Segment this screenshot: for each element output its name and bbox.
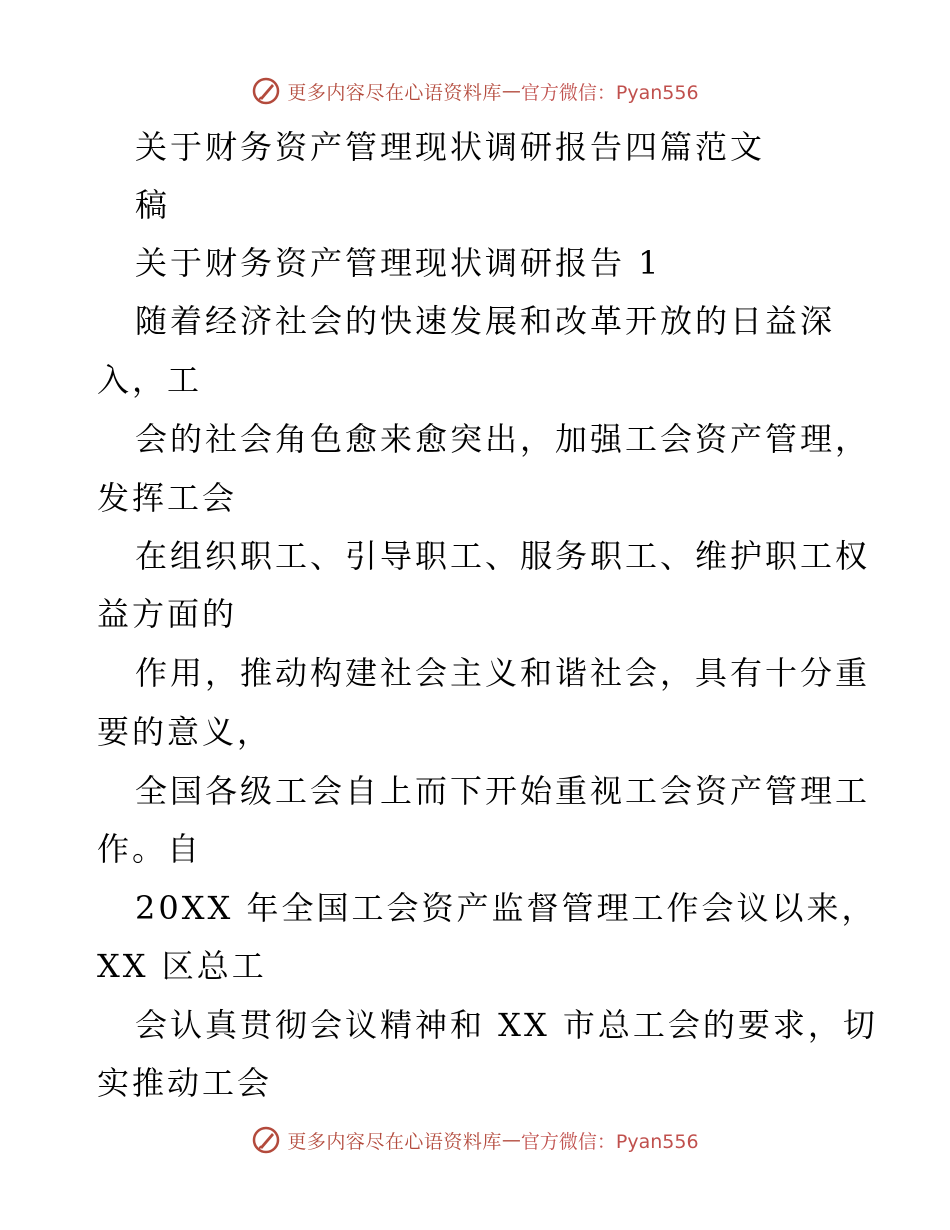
body-line: 发挥工会 (97, 479, 238, 517)
body-line: XX 区总工 (97, 947, 267, 985)
banner-site-name: 更多内容尽在心语资料库 (287, 1130, 502, 1153)
body-line: 实推动工会 (97, 1064, 273, 1102)
body-line: 会的社会角色愈来愈突出，加强工会资产管理， (135, 420, 871, 458)
quill-pen-icon (251, 1125, 281, 1155)
document-title-line-1: 关于财务资产管理现状调研报告四篇范文 (135, 128, 766, 166)
body-line: 要的意义， (97, 713, 273, 751)
body-line: 20XX 年全国工会资产监督管理工作会议以来， (135, 889, 877, 927)
banner-separator: — (501, 80, 521, 102)
banner-wechat-id: 官方微信：Pyan556 (520, 1130, 699, 1153)
body-line: 在组织职工、引导职工、服务职工、维护职工权 (135, 537, 871, 575)
body-line: 作。自 (97, 830, 203, 868)
section-heading: 关于财务资产管理现状调研报告 1 (135, 244, 662, 282)
quill-pen-icon (251, 76, 281, 106)
body-line: 随着经济社会的快速发展和改革开放的日益深 (135, 302, 836, 340)
banner-separator: — (501, 1129, 521, 1151)
document-title-line-2: 稿 (135, 186, 171, 224)
body-line: 入，工 (97, 361, 203, 399)
banner-site-name: 更多内容尽在心语资料库 (287, 81, 502, 104)
body-line: 益方面的 (97, 595, 238, 633)
banner-wechat-id: 官方微信：Pyan556 (520, 81, 699, 104)
body-line: 全国各级工会自上而下开始重视工会资产管理工 (135, 772, 871, 810)
header-banner (0, 71, 950, 111)
footer-banner (0, 1120, 950, 1160)
body-line: 作用，推动构建社会主义和谐社会，具有十分重 (135, 654, 871, 692)
body-line: 会认真贯彻会议精神和 XX 市总工会的要求，切 (135, 1006, 878, 1044)
